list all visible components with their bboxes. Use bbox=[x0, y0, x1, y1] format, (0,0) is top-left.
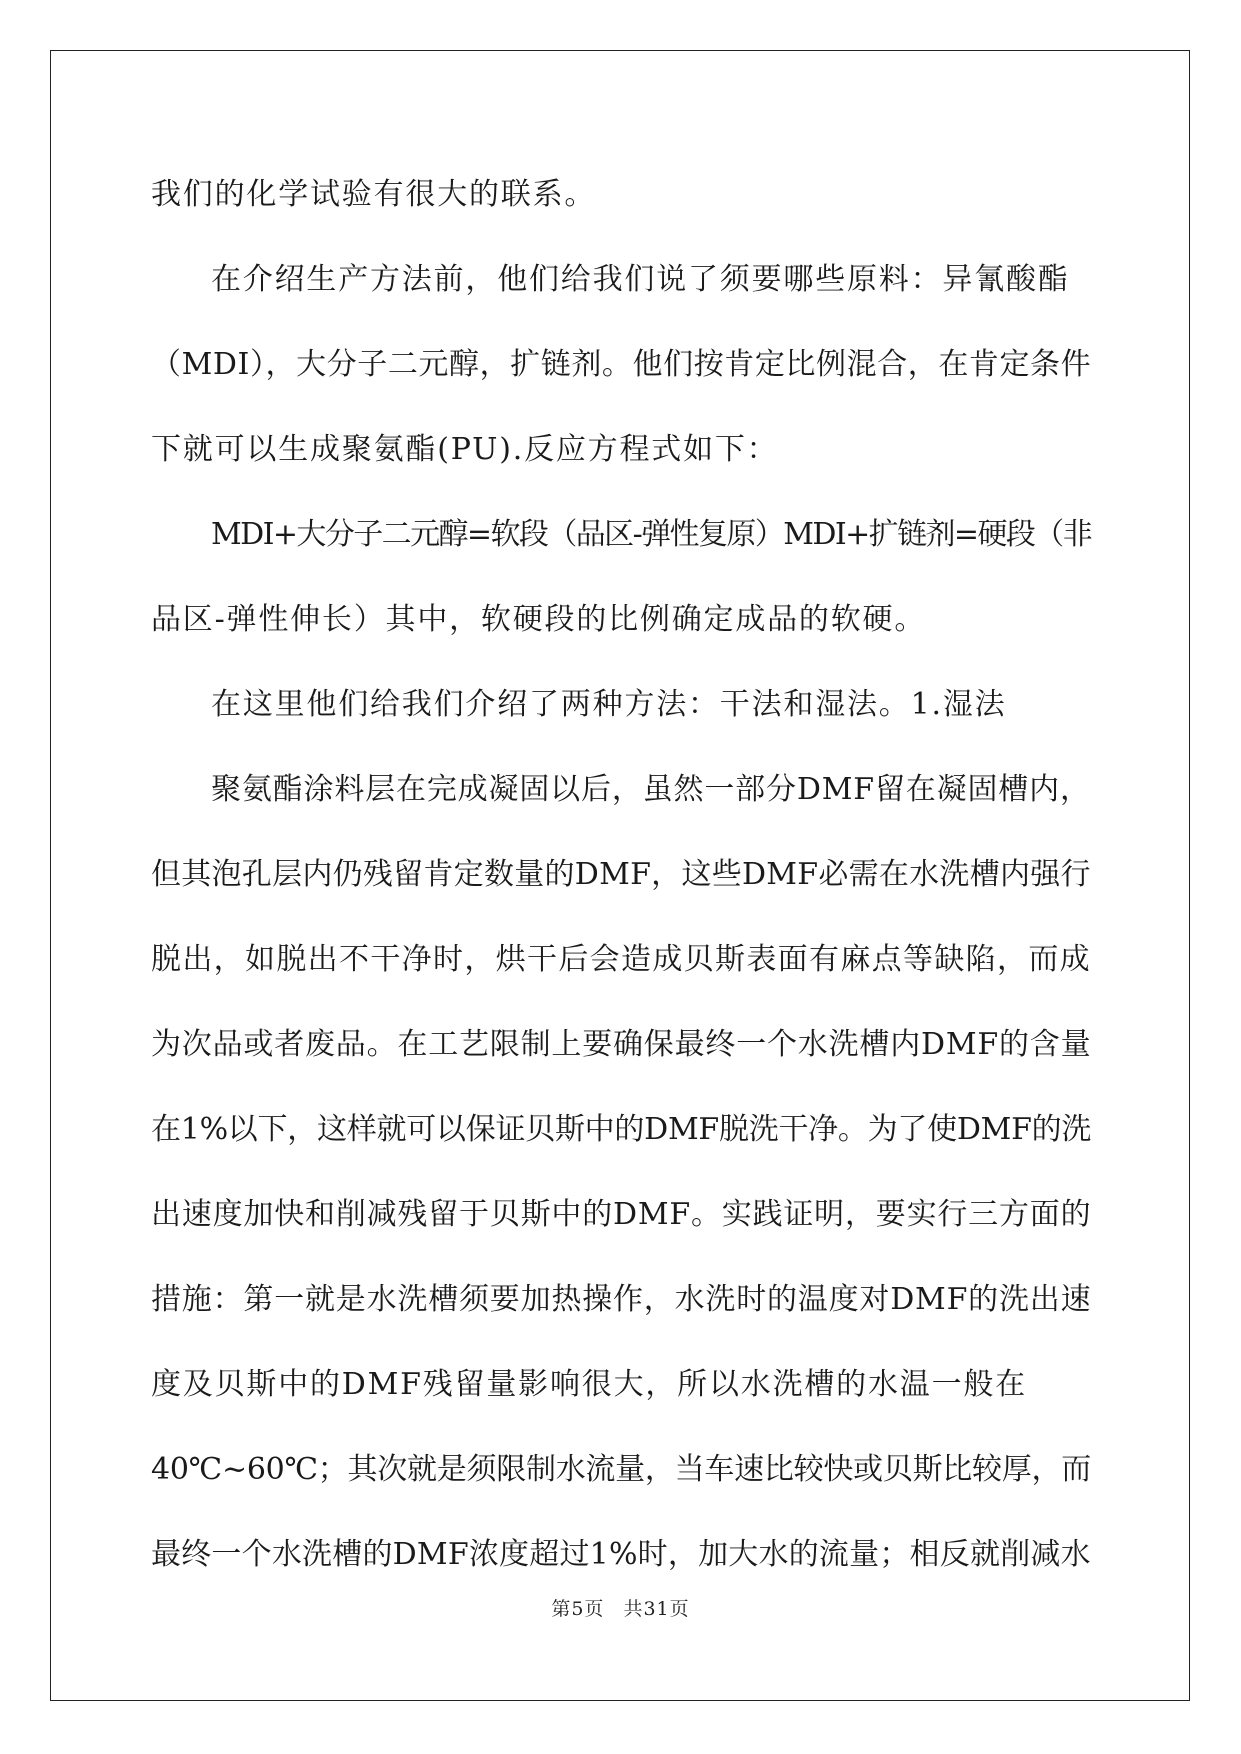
text-line: （MDI），大分子二元醇，扩链剂。他们按肯定比例混合，在肯定条件 bbox=[151, 347, 1092, 382]
document-body bbox=[151, 152, 1091, 1597]
page-number: 第5页 bbox=[551, 1598, 605, 1620]
text-line: 在介绍生产方法前，他们给我们说了须要哪些原料：异氰酸酯 bbox=[211, 262, 1070, 297]
paragraph-wet-process bbox=[151, 747, 1091, 1597]
text-line: MDI+大分子二元醇=软段（品区-弹性复原）MDI+扩链剂=硬段（非 bbox=[211, 517, 1092, 552]
text-line: 脱出，如脱出不干净时，烘干后会造成贝斯表面有麻点等缺陷，而成 bbox=[151, 942, 1091, 977]
text-line: 40℃~60℃；其次就是须限制水流量，当车速比较快或贝斯比较厚，而 bbox=[151, 1452, 1092, 1487]
text-line: 品区-弹性伸长）其中，软硬段的比例确定成品的软硬。 bbox=[151, 602, 927, 637]
paragraph-equation bbox=[151, 492, 1091, 662]
paragraph-intro-end bbox=[151, 152, 1091, 237]
text-line: 聚氨酯涂料层在完成凝固以后，虽然一部分DMF留在凝固槽内， bbox=[211, 772, 1091, 807]
text-line: 我们的化学试验有很大的联系。 bbox=[151, 177, 597, 212]
page-footer bbox=[0, 1594, 1241, 1621]
text-line: 下就可以生成聚氨酯(PU).反应方程式如下： bbox=[151, 432, 779, 467]
page-total: 共31页 bbox=[623, 1598, 690, 1620]
text-line: 在这里他们给我们介绍了两种方法：干法和湿法。1.湿法 bbox=[211, 687, 1007, 722]
text-line: 在1%以下，这样就可以保证贝斯中的DMF脱洗干净。为了使DMF的洗 bbox=[151, 1112, 1092, 1147]
text-line: 但其泡孔层内仍残留肯定数量的DMF，这些DMF必需在水洗槽内强行 bbox=[151, 857, 1091, 892]
text-line: 出速度加快和削减残留于贝斯中的DMF。实践证明，要实行三方面的 bbox=[151, 1197, 1092, 1232]
paragraph-methods bbox=[151, 662, 1091, 747]
paragraph-materials bbox=[151, 237, 1091, 492]
text-line: 为次品或者废品。在工艺限制上要确保最终一个水洗槽内DMF的含量 bbox=[151, 1027, 1092, 1062]
text-line: 度及贝斯中的DMF残留量影响很大，所以水洗槽的水温一般在 bbox=[151, 1367, 1027, 1402]
text-line: 最终一个水洗槽的DMF浓度超过1%时，加大水的流量；相反就削减水 bbox=[151, 1537, 1091, 1572]
text-line: 措施：第一就是水洗槽须要加热操作，水洗时的温度对DMF的洗出速 bbox=[151, 1282, 1092, 1317]
